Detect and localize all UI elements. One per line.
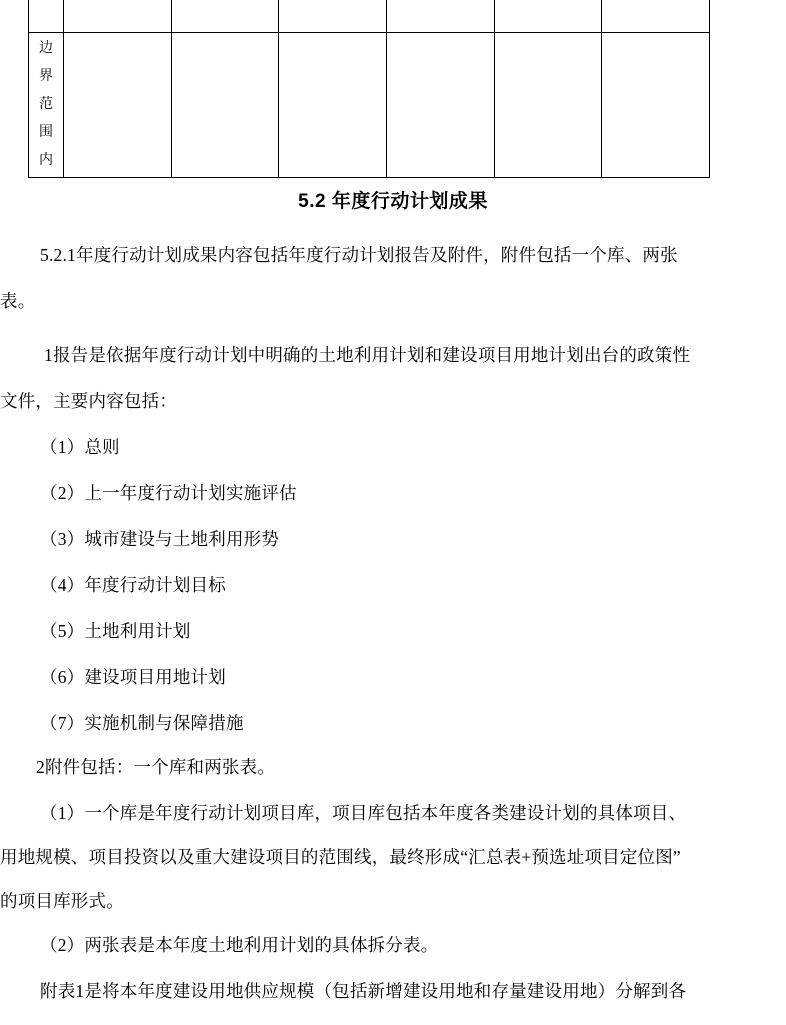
table-cell (64, 0, 172, 33)
list-item: （3）城市建设与土地利用形势 (40, 529, 280, 549)
section-heading: 5.2 年度行动计划成果 (298, 191, 488, 212)
table-cell (494, 33, 602, 178)
table-cell (386, 33, 494, 178)
table-cell (279, 33, 387, 178)
list-item: （1）一个库是年度行动计划项目库，项目库包括本年度各类建设计划的具体项目、 (40, 803, 687, 823)
row-label-char: 界 (39, 69, 53, 84)
doc-table (28, 0, 710, 178)
list-item: （6）建设项目用地计划 (40, 667, 226, 687)
paragraph: 表。 (0, 291, 36, 311)
table-cell-row-label-vertical (29, 33, 64, 178)
list-item: （2）上一年度行动计划实施评估 (40, 483, 297, 503)
list-item: （2）两张表是本年度土地利用计划的具体拆分表。 (40, 935, 439, 955)
table-cell (279, 0, 387, 33)
table-cell (171, 0, 279, 33)
table-cell (494, 0, 602, 33)
table-cell (386, 0, 494, 33)
row-label-char: 内 (39, 153, 53, 168)
list-item: （4）年度行动计划目标 (40, 575, 226, 595)
list-item: （7）实施机制与保障措施 (40, 713, 244, 733)
paragraph: 的项目库形式。 (0, 891, 124, 911)
table-row (29, 33, 710, 178)
table-cell (602, 33, 710, 178)
table-cell (64, 33, 172, 178)
paragraph: 文件，主要内容包括： (0, 391, 177, 411)
table-row (29, 0, 710, 33)
paragraph: 2附件包括：一个库和两张表。 (36, 757, 276, 777)
list-item: （5）土地利用计划 (40, 621, 191, 641)
row-label-char: 范 (39, 97, 53, 112)
table-cell (602, 0, 710, 33)
table-cell (171, 33, 279, 178)
paragraph: 1报告是依据年度行动计划中明确的土地利用计划和建设项目用地计划出台的政策性 (44, 345, 691, 365)
table-cell-row-label (29, 0, 64, 33)
paragraph: 用地规模、项目投资以及重大建设项目的范围线，最终形成“汇总表+预选址项目定位图” (0, 847, 681, 867)
row-label-char: 围 (39, 125, 53, 140)
data-table-region (28, 0, 710, 178)
paragraph: 5.2.1年度行动计划成果内容包括年度行动计划报告及附件，附件包括一个库、两张 (40, 245, 678, 265)
list-item: （1）总则 (40, 437, 120, 457)
row-label-char: 边 (39, 41, 53, 56)
paragraph: 附表1是将本年度建设用地供应规模（包括新增建设用地和存量建设用地）分解到各 (40, 981, 687, 1001)
